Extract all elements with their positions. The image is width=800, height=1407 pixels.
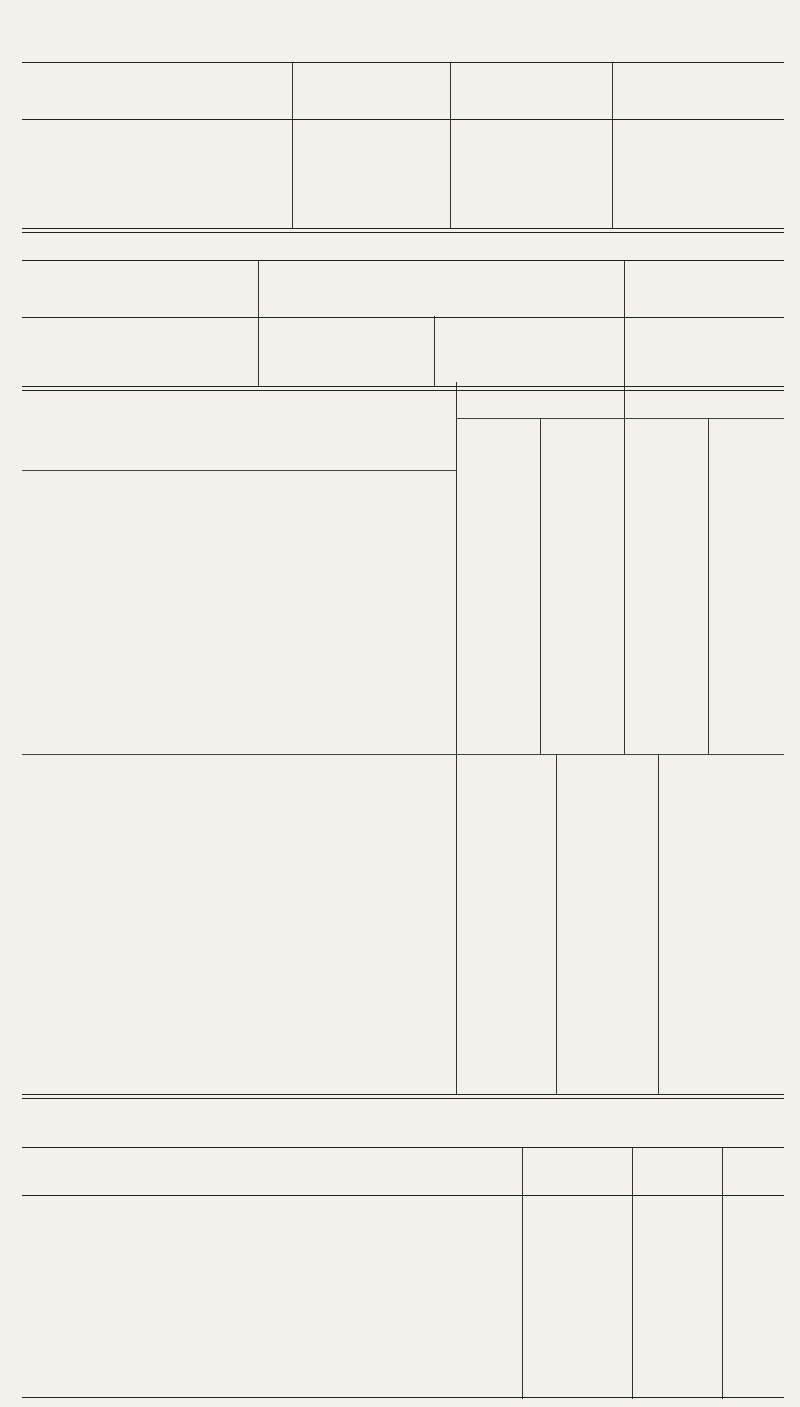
table-row (22, 126, 784, 144)
table-row (22, 162, 784, 180)
slaughter-col-paved (434, 260, 624, 316)
markets-col-total (292, 62, 450, 118)
slaughter-title (0, 234, 800, 251)
table-row (22, 144, 784, 162)
slaughter-col-total (258, 260, 434, 316)
markets-col-unpaved (612, 62, 784, 118)
markets-col-paved (450, 62, 612, 118)
markets-title (0, 38, 800, 55)
markets-table (22, 62, 784, 242)
slaughter-col-unpaved (624, 260, 784, 316)
latrines-title (0, 356, 800, 373)
refuse-title (0, 1122, 800, 1139)
table-row (22, 332, 784, 350)
latrines-table (22, 382, 784, 1132)
slaughter-corner (22, 260, 258, 316)
markets-corner (22, 62, 292, 118)
refuse-table (22, 1147, 784, 1399)
